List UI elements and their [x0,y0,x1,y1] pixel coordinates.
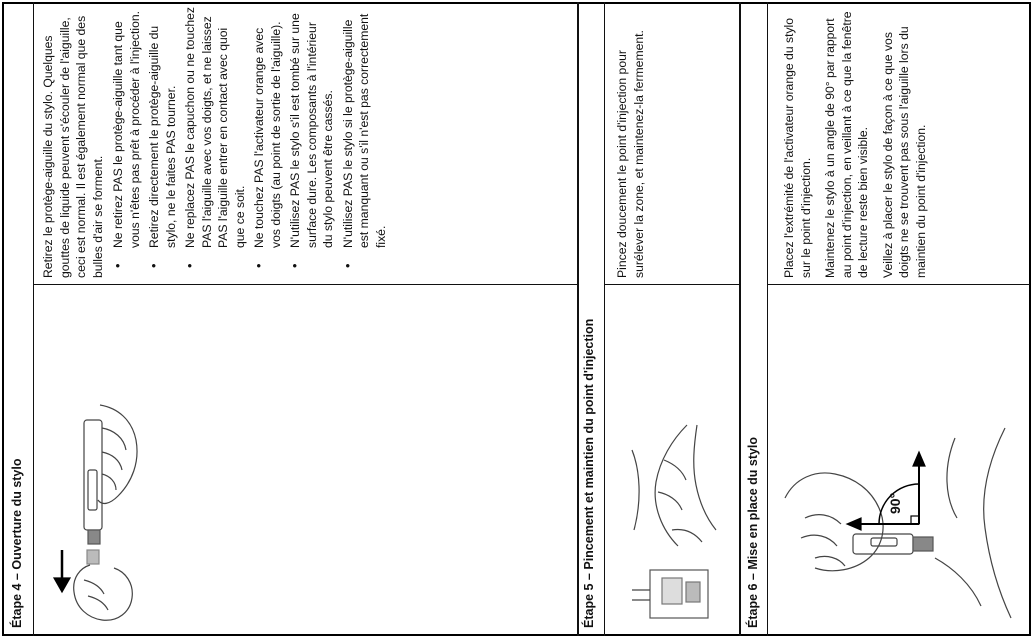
list-item: • N'utilisez PAS le stylo s'il est tombé sur une surface dure. Les composants à l'intérieur du stylo peuvent être cassés. [287,6,337,278]
step6-paragraph-3: Veillez à placer le stylo de façon à ce que vos doigts ne se trouvent pas sous l'aiguille lors du maintien du point d'injection. [880,26,928,278]
table-border-left [2,2,4,636]
step5-header-divider [604,2,605,636]
table-border-right [1029,2,1031,636]
step4-header-divider [33,2,34,636]
step6-header-divider [767,2,768,636]
step6-heading: Étape 6 – Mise en place du stylo [746,436,760,628]
step6-text [781,6,933,278]
step6-image-text-divider [767,284,1030,285]
step4-heading: Étape 4 – Ouverture du stylo [10,458,24,628]
row-divider-2 [739,2,741,636]
step4-image-text-divider [33,284,578,285]
table-border-top [2,2,1031,4]
step5-text [614,6,651,278]
list-item: • N'utilisez PAS le stylo si le protège-aiguille est manquant ou s'il n'est pas correctement fixé. [340,6,390,278]
step6-paragraph-1: Placez l'extrémité de l'activateur orange du stylo sur le point d'injection. [782,17,813,278]
list-item: • Retirez directement le protège-aiguille du stylo, ne le faites PAS tourner. [146,6,179,278]
step4-bullet-list [110,6,389,278]
list-item: • Ne touchez PAS l'activateur orange avec vos doigts (au point de sortie de l'aiguille). [251,6,284,278]
step4-text [40,6,392,278]
step5-heading: Étape 5 – Pincement et maintien du point d'injection [582,318,596,628]
step4-illustration [40,400,150,625]
step5-paragraph-1: Pincez doucement le point d'injection pour surélever la zone, et maintenez-la fermement. [615,30,646,278]
list-item: • Ne replacez PAS le capuchon ou ne touchez PAS l'aiguille avec vos doigts, et ne laissez PAS l'aiguille entrer en contact avec quoi que ce soit. [182,6,248,278]
table-border-bottom [2,634,1031,636]
step4-paragraph: Retirez le protège-aiguille du stylo. Quelques gouttes de liquide peuvent s'écouler de l'aiguille, ceci est normal. Il est également normal que des bulles d'air se forment. [41,15,105,278]
list-item: • Ne retirez PAS le protège-aiguille tant que vous n'êtes pas prêt à procéder à l'injection. [110,6,143,278]
step6-paragraph-2: Maintenez le stylo à un angle de 90° par rapport au point d'injection, en veillant à ce que la fenêtre de lecture reste bien visible. [823,11,870,278]
step6-illustration [775,408,1023,630]
step5-illustration [612,420,732,625]
angle-label: 90° [887,492,903,514]
step5-image-text-divider [604,284,740,285]
row-divider-1 [577,2,579,636]
